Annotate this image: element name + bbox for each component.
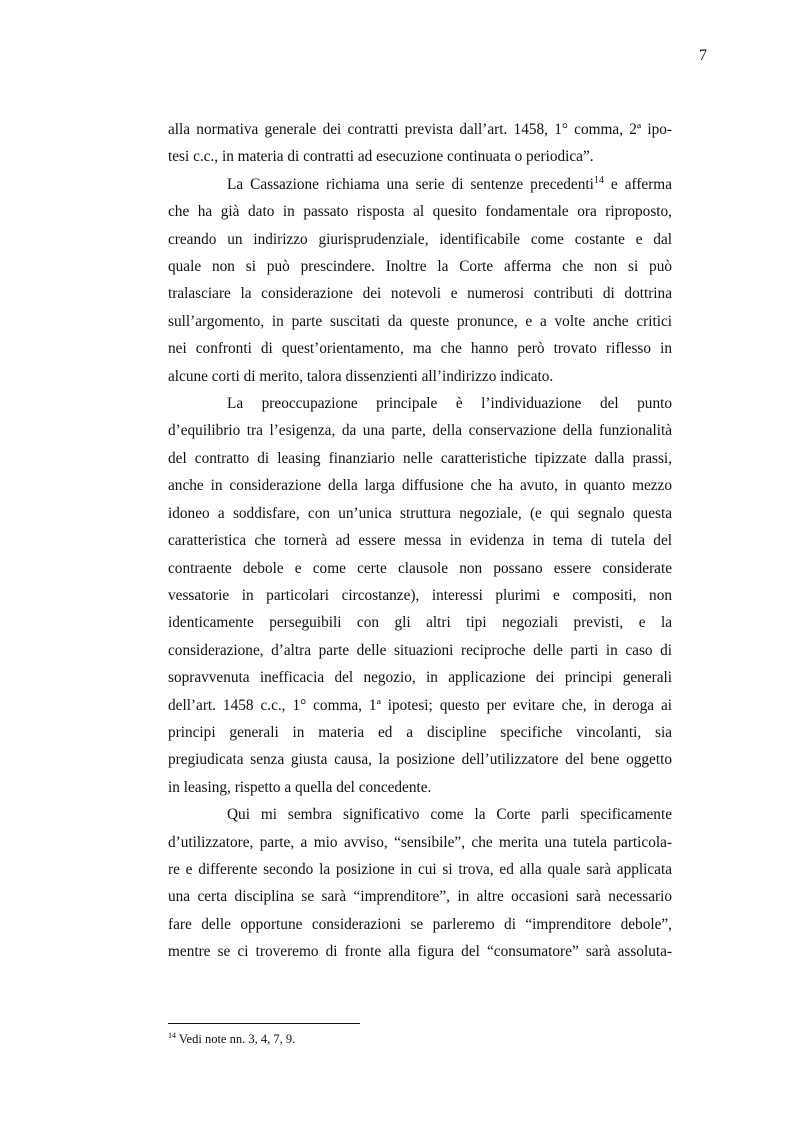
text-line: dell’art. 1458 c.c., 1° comma, 1ª ipotesi; questo per evitare che, in deroga ai xyxy=(168,696,672,714)
text-line: d’equilibrio tra l’esigenza, da una parte, della conservazione della funzionalità xyxy=(168,422,672,440)
text-line: pregiudicata senza giusta causa, la posizione dell’utilizzatore del bene oggetto xyxy=(168,751,672,769)
text-line: considerazione, d’altra parte delle situazioni reciproche delle parti in caso di xyxy=(168,641,672,659)
text-line: contraente debole e come certe clausole non possano essere considerate xyxy=(168,559,672,577)
text-line: principi generali in materia ed a discipline specifiche vincolanti, sia xyxy=(168,723,672,741)
text-line: tesi c.c., in materia di contratti ad esecuzione continuata o periodica”. xyxy=(168,148,594,166)
text-line: vessatorie in particolari circostanze), interessi plurimi e compositi, non xyxy=(168,586,672,604)
text-line: fare delle opportune considerazioni se parleremo di “imprenditore debole”, xyxy=(168,915,672,933)
text-line: tralasciare la considerazione dei notevoli e numerosi contributi di dottrina xyxy=(168,285,672,303)
text-line: sopravvenuta inefficacia del negozio, in applicazione dei principi generali xyxy=(168,669,672,687)
text-line: idoneo a soddisfare, con un’unica struttura negoziale, (e qui segnalo questa xyxy=(168,504,672,522)
text-line: re e differente secondo la posizione in cui si trova, ed alla quale sarà applicata xyxy=(168,860,672,878)
text-line: mentre se ci troveremo di fronte alla figura del “consumatore” sarà assoluta- xyxy=(168,943,672,961)
text-segment: La Cassazione richiama una serie di sentenze precedenti xyxy=(227,175,594,193)
text-line: che ha già dato in passato risposta al quesito fondamentale ora riproposto, xyxy=(168,203,672,221)
text-segment: e afferma xyxy=(610,175,672,193)
text-line: nei confronti di quest’orientamento, ma che hanno però trovato riflesso in xyxy=(168,340,672,358)
text-line: d’utilizzatore, parte, a mio avviso, “sensibile”, che merita una tutela particola- xyxy=(168,833,672,851)
text-line: anche in considerazione della larga diffusione che ha avuto, in quanto mezzo xyxy=(168,477,672,495)
footnote xyxy=(168,1031,672,1047)
text-line: Qui mi sembra significativo come la Corte parli specificamente xyxy=(227,806,672,824)
text-line: caratteristica che tornerà ad essere messa in evidenza in tema di tutela del xyxy=(168,532,672,550)
text-line: quale non si può prescindere. Inoltre la Corte afferma che non si può xyxy=(168,258,672,276)
text-line: del contratto di leasing finanziario nelle caratteristiche tipizzate dalla prassi, xyxy=(168,449,672,467)
page-number: 7 xyxy=(699,47,707,64)
footnote-reference[interactable]: 14 xyxy=(593,174,604,186)
footnote-divider xyxy=(168,1023,360,1024)
text-line: una certa disciplina se sarà “imprenditore”, in altre occasioni sarà necessario xyxy=(168,888,672,906)
text-line xyxy=(168,171,672,198)
text-line: sull’argomento, in parte suscitati da queste pronunce, e a volte anche critici xyxy=(168,312,672,330)
text-line: identicamente perseguibili con gli altri tipi negoziali previsti, e la xyxy=(168,614,672,632)
text-line: creando un indirizzo giurisprudenziale, identificabile come costante e dal xyxy=(168,230,672,248)
body-text xyxy=(168,116,672,966)
text-line: alla normativa generale dei contratti prevista dall’art. 1458, 1° comma, 2ª ipo- xyxy=(168,121,672,138)
text-line: alcune corti di merito, talora dissenzienti all’indirizzo indicato. xyxy=(168,367,554,385)
footnote-mark: 14 xyxy=(168,1030,176,1040)
footnote-text: Vedi note nn. 3, 4, 7, 9. xyxy=(178,1032,296,1046)
text-line: La preoccupazione principale è l’individuazione del punto xyxy=(227,395,672,413)
text-line: in leasing, rispetto a quella del concedente. xyxy=(168,778,432,796)
